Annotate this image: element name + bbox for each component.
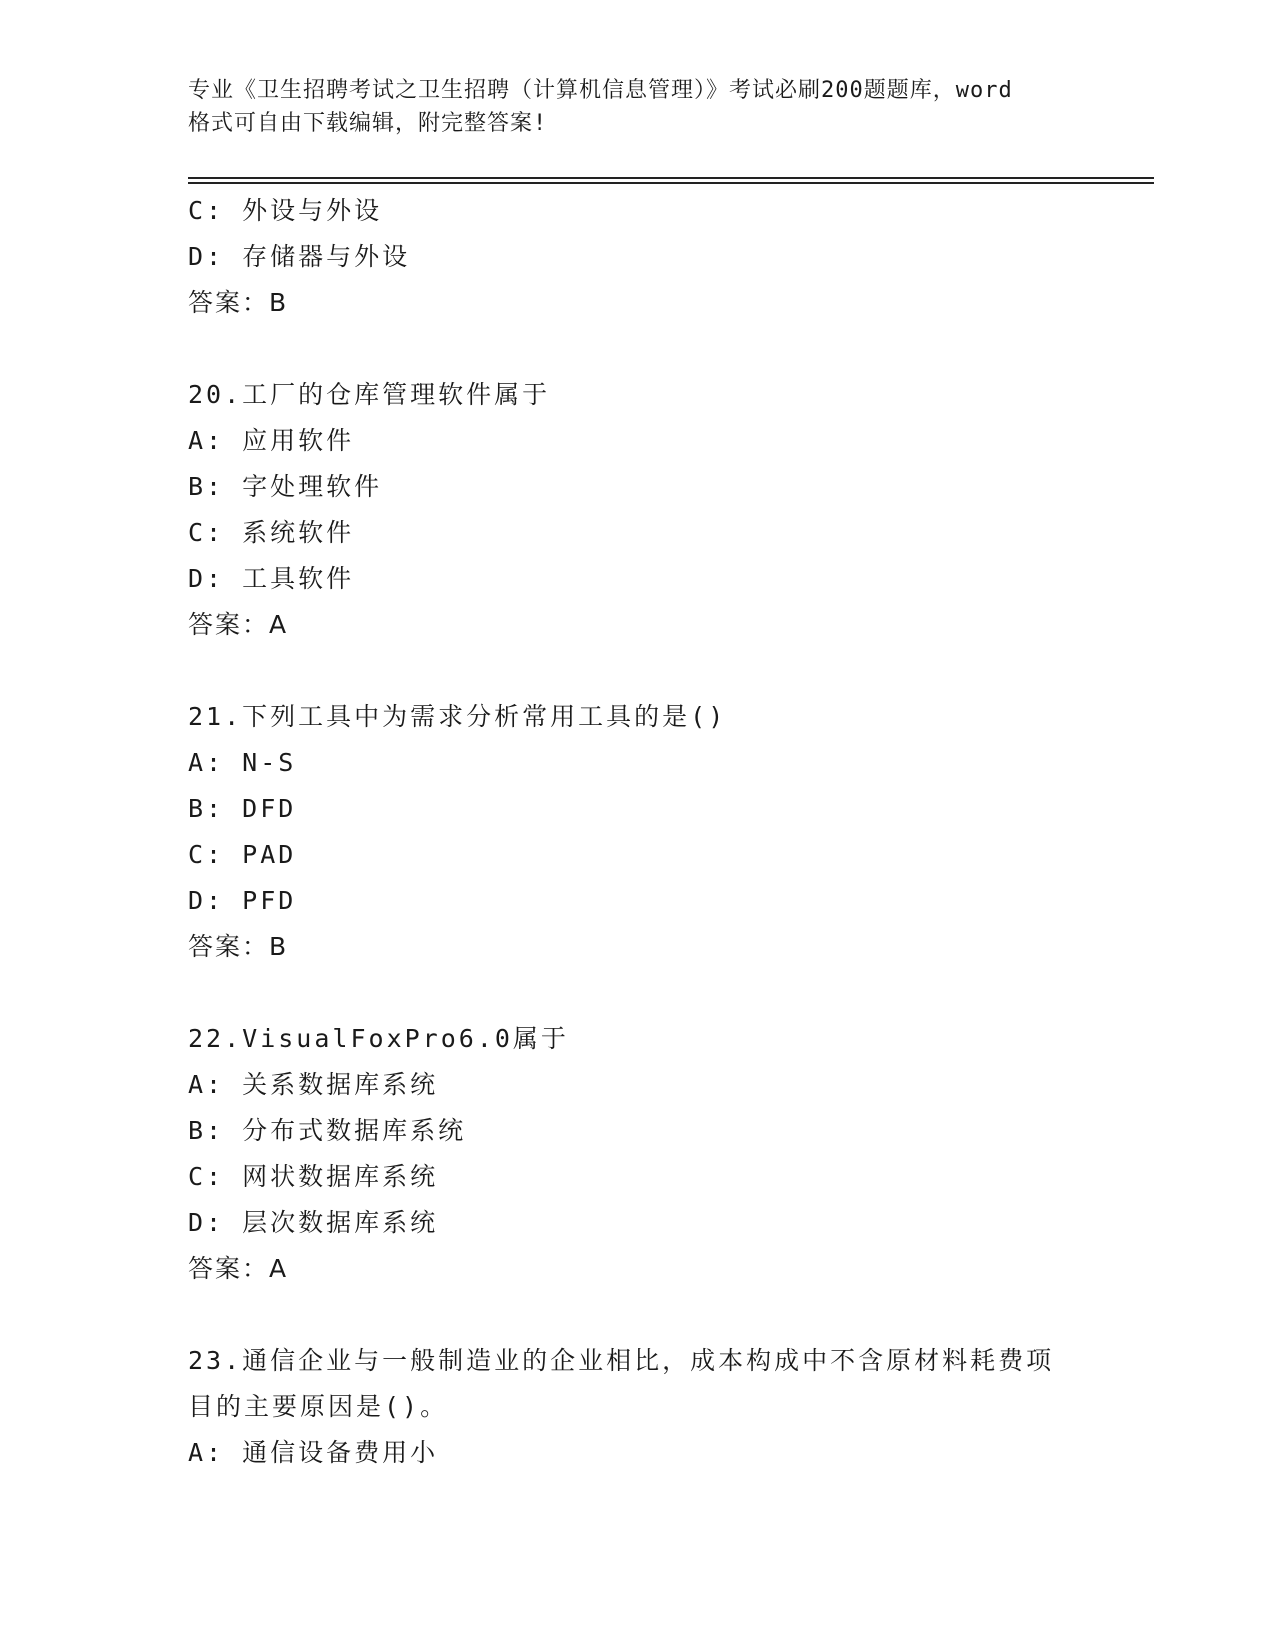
answer-line: 答案：A: [188, 1254, 289, 1283]
option-b: B: 分布式数据库系统: [188, 1116, 467, 1145]
answer-line: 答案：B: [188, 288, 289, 317]
option-a: A: N-S: [188, 748, 297, 777]
option-d: D: 存储器与外设: [188, 242, 411, 271]
question-block-23: [188, 1338, 1088, 1476]
option-c: C: 网状数据库系统: [188, 1162, 439, 1191]
option-c: C: 系统软件: [188, 518, 355, 547]
question-list: [188, 188, 1088, 1476]
question-block-prev: [188, 188, 1088, 326]
header-divider-top: [188, 177, 1154, 179]
question-stem-line-1: 23.通信企业与一般制造业的企业相比，成本构成中不含原材料耗费项: [188, 1346, 1055, 1375]
header-line-1: 专业《卫生招聘考试之卫生招聘（计算机信息管理）》考试必刷200题题库，word: [188, 78, 1013, 103]
question-block-20: [188, 372, 1088, 648]
option-c: C: 外设与外设: [188, 196, 383, 225]
option-c: C: PAD: [188, 840, 297, 869]
question-block-22: [188, 1016, 1088, 1292]
option-d: D: 工具软件: [188, 564, 355, 593]
question-stem: 20.工厂的仓库管理软件属于: [188, 380, 551, 409]
document-header: [188, 74, 1088, 140]
option-a: A: 通信设备费用小: [188, 1438, 439, 1467]
option-d: D: PFD: [188, 886, 297, 915]
option-d: D: 层次数据库系统: [188, 1208, 439, 1237]
option-a: A: 应用软件: [188, 426, 355, 455]
answer-line: 答案：A: [188, 610, 289, 639]
option-a: A: 关系数据库系统: [188, 1070, 439, 1099]
question-stem: 22.VisualFoxPro6.0属于: [188, 1024, 569, 1053]
header-line-2: 格式可自由下载编辑，附完整答案!: [188, 111, 548, 136]
answer-line: 答案：B: [188, 932, 289, 961]
option-b: B: DFD: [188, 794, 297, 823]
question-block-21: [188, 694, 1088, 970]
question-stem: 21.下列工具中为需求分析常用工具的是(): [188, 702, 727, 731]
option-b: B: 字处理软件: [188, 472, 383, 501]
question-stem-line-2: 目的主要原因是()。: [188, 1392, 449, 1421]
header-divider-bottom: [188, 182, 1154, 184]
